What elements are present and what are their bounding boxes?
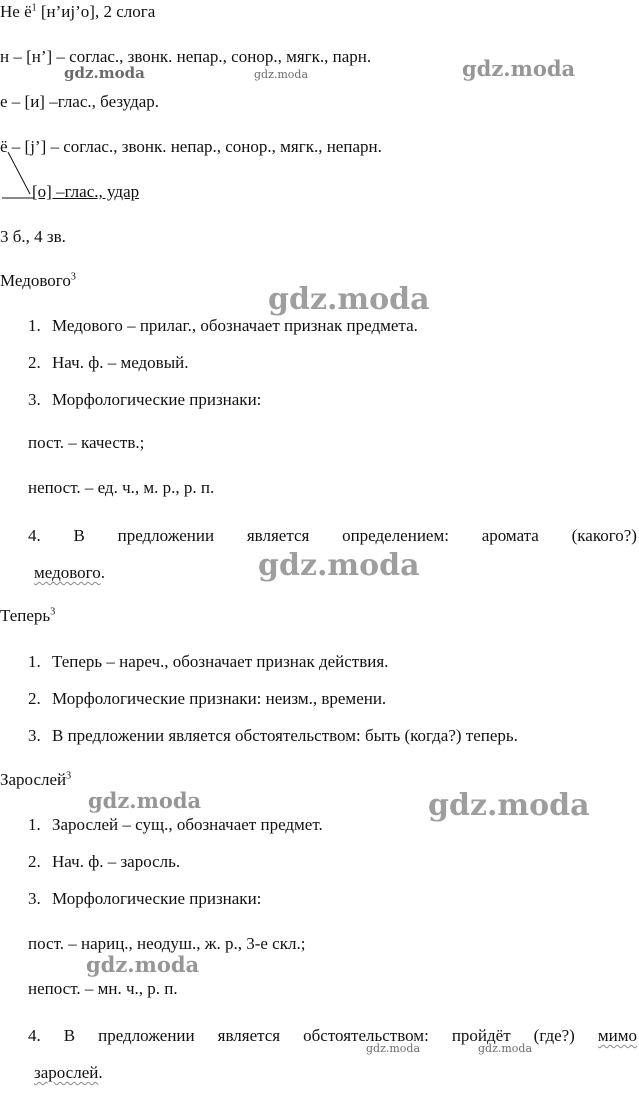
title-sup: 1 [31,2,37,14]
sentence-continuation: зарослей. [34,1063,103,1082]
title-transcription: [н’иj’о], 2 слога [40,2,156,21]
list-item: 1. Теперь – нареч., обозначает признак действия. [28,652,389,671]
variable-features: непост. – мн. ч., р. п. [28,979,178,998]
watermark: gdz.moda [64,64,145,82]
phonetic-line-e: е – [и] –глас., безудар. [0,92,160,111]
list-item: 2. Нач. ф. – медовый. [28,353,189,372]
constant-features: пост. – нариц., неодуш., ж. р., 3-е скл.; [28,934,306,953]
list-item: 4. В предложении является определением: аромата (какого?) [28,526,637,545]
watermark: gdz.moda [478,1042,533,1055]
variable-features: непост. – ед. ч., м. р., р. п. [28,478,215,497]
watermark: gdz.moda [428,788,590,823]
watermark: gdz.moda [88,788,202,813]
list-item: 3. Морфологические признаки: [28,889,262,908]
watermark: gdz.moda [258,548,420,583]
section-title-medovogo: Медового$^3$ [0,271,76,290]
list-item: 3. Морфологические признаки: [28,390,262,409]
watermark: gdz.moda [86,952,200,977]
list-item: 3. В предложении является обстоятельством: быть (когда?) теперь. [28,726,518,745]
watermark: gdz.moda [462,56,576,81]
constant-features: пост. – качеств.; [28,433,145,452]
phonetic-line-n: н – [н’] – соглас., звонк. непар., сонор., мягк., парн. [0,47,372,66]
phonetic-line-yo: ё – [j’] – соглас., звонк. непар., сонор., мягк., непарн. [0,137,382,156]
list-item: 1. Зарослей – сущ., обозначает предмет. [28,815,323,834]
summary-line: 3 б., 4 зв. [0,227,66,246]
list-item: 2. Нач. ф. – заросль. [28,852,181,871]
section-title-teper: Теперь$^3$ [0,606,56,625]
phonetic-line-o: [о] –глас., удар [32,182,140,201]
watermark: gdz.moda [268,282,430,317]
watermark: gdz.moda [254,68,309,81]
list-item: 1. Медового – прилаг., обозначает признак предмета. [28,316,418,335]
sentence-continuation: медового. [34,563,105,582]
section-title-zarosley: Зарослей$^3$ [0,770,72,789]
list-item: 4. В предложении является обстоятельством: пройдёт (где?) мимо [28,1026,637,1045]
watermark: gdz.moda [366,1042,421,1055]
list-item: 2. Морфологические признаки: неизм., времени. [28,689,387,708]
title-word: Не ё [0,2,32,21]
